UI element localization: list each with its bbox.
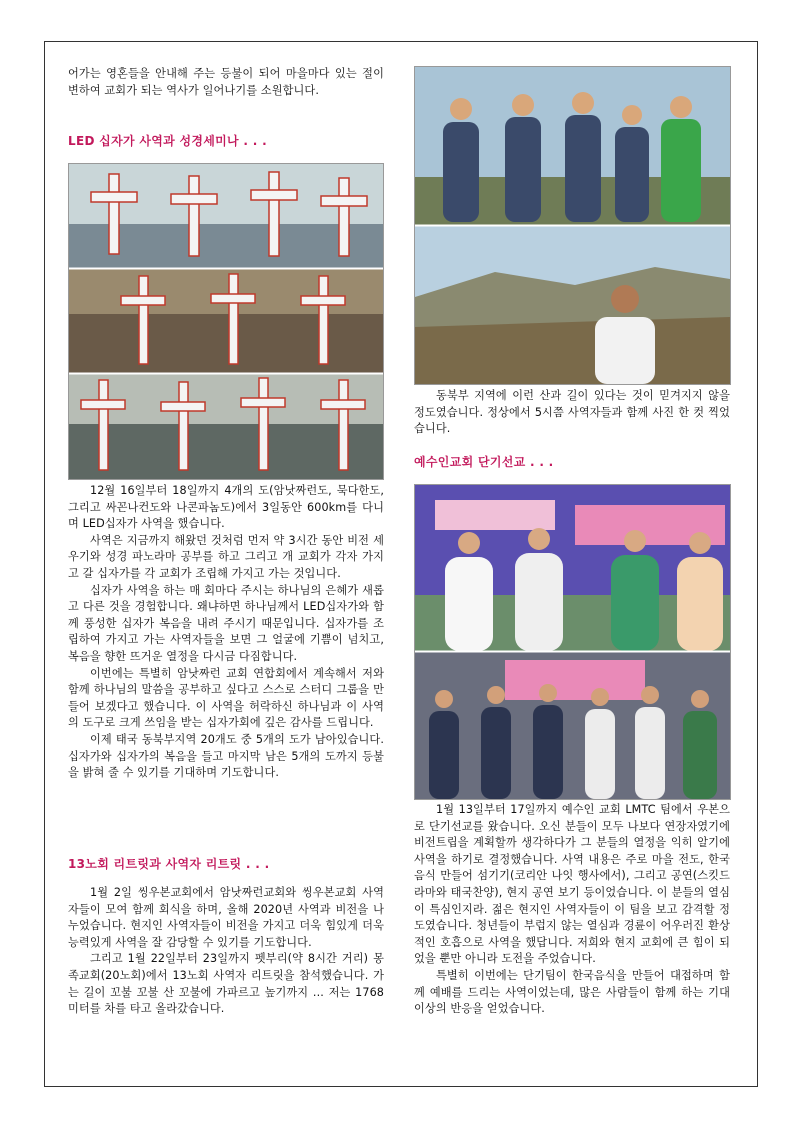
- section1-paragraph-2: 사역은 지금까지 해왔던 것처럼 먼저 약 3시간 동안 비전 세우기와 성경 파노라마 공부를 하고 그리고 개 교회가 각자 가지고 갈 십자가를 각 교회가 조립해 가지고 가는 것입니다.: [68, 533, 384, 580]
- section2-paragraph-1: 1월 2일 씽우본교회에서 암낫짜런교회와 씽우본교회 사역자들이 모여 함께 회식을 하며, 올해 2020년 사역과 비전을 나누었습니다. 현지인 사역자들이 비전을 가지고 더욱 힘있게 더욱 능력있게 사역을 잘 감당할 수 있기를 기도합니다.: [68, 886, 384, 949]
- mountain-photos: [415, 67, 730, 384]
- section1-paragraph-5: 이제 태국 동북부지역 20개도 중 5개의 도가 남아있습니다. 십자가와 십자가의 복음을 들고 마지막 남은 5개의 도까지 등불을 밝혀 줄 수 있기를 기대하며 기도합니다.: [68, 732, 384, 780]
- mountain-photo-pair: [414, 66, 731, 385]
- section1-paragraph-3: 십자가 사역을 하는 매 회마다 주시는 하나님의 은혜가 새롭고 다른 것을 경험합니다. 왜냐하면 하나님께서 LED십자가와 함께 풍성한 십자가 복음을 내려 주시기 때문입니다. 십자가를 조립하여 가지고 가는 사역자들을 보면 그 얼굴에 기쁨이 넘치고, 복음을 향한 뜨거운 열정을 다시금 다짐합니다.: [68, 583, 384, 663]
- section1-paragraph-4: 이번에는 특별히 암낫짜런 교회 연합회에서 계속해서 저와 함께 하나님의 말씀을 공부하고 싶다고 스스로 스터디 그룹을 만들어 보겠다고 했습니다. 이 사역을 허락하신 하나님과 이 사역의 도구로 크게 쓰임을 받는 십자가회에 깊은 감사를 드립니다.: [68, 666, 384, 730]
- section3-paragraph-1: 1월 13일부터 17일까지 예수인 교회 LMTC 팀에서 우본으로 단기선교를 왔습니다. 오신 분들이 모두 나보다 연장자였기에 비전트립을 계획할까 생각하다가 그 분들의 열정을 익히 알기에 사역을 하기로 결정했습니다. 사역 내용은 주로 마을 전도, 한국 음식 만들어 섬기기(코리안 나잇 행사에서), 그리고 공연(스킷드라마와 태국찬양), 현지 공연 보기 등이었습니다. 이 분들의 열심이 특심인지라. 젊은 현지인 사역자들이 이 팀을 보고 감격할 정도였습니다. 청년들이 부럽지 않는 열심과 경륜이 어우러진 환상적인 호흡으로 사역을 했답니다. 저희와 현지 교회에 큰 힘이 되었을 뿐만 아니라 도전을 주었습니다.: [414, 803, 730, 966]
- photo-caption-block: [414, 388, 730, 438]
- section3-text: [414, 802, 730, 1018]
- section3-paragraph-2: 특별히 이번에는 단기팀이 한국음식을 만들어 대접하며 함께 예배를 드리는 사역이었는데, 많은 사람들이 함께 하는 기대 이상의 반응을 얻었습니다.: [414, 968, 730, 1016]
- intro-text-block: [68, 66, 384, 99]
- section-heading-short-term-mission: 예수인교회 단기선교 . . .: [414, 455, 554, 469]
- section1-paragraph-1: 12월 16일부터 18일까지 4개의 도(암낫짜런도, 묵다한도, 그리고 싸꼰나컨도와 나콘파놈도)에서 3일동안 600km를 다니며 LED십자가 사역을 했습니다.: [68, 484, 384, 531]
- section2-text: [68, 885, 384, 1018]
- section-heading-led-cross: LED 십자가 사역과 성경세미나 . . .: [68, 134, 267, 148]
- led-cross-photo-collage: [68, 163, 384, 480]
- section-heading-retreat: 13노회 리트릿과 사역자 리트릿 . . .: [68, 857, 270, 871]
- mission-team-photos: [415, 485, 730, 799]
- intro-paragraph: 어가는 영혼들을 안내해 주는 등불이 되어 마을마다 있는 절이 변하여 교회가 되는 역사가 일어나기를 소원합니다.: [68, 67, 384, 97]
- mountain-photo-caption: 동북부 지역에 이런 산과 길이 있다는 것이 믿겨지지 않을 정도였습니다. 정상에서 5시쯤 사역자들과 함께 사진 한 컷 찍었습니다.: [414, 389, 730, 436]
- section1-text: [68, 483, 384, 782]
- led-cross-photos: [69, 164, 383, 479]
- section2-paragraph-2: 그리고 1월 22일부터 23일까지 펫부리(약 8시간 거리) 몽족교회(20노회)에서 13노회 사역자 리트릿을 참석했습니다. 가는 길이 꼬불 꼬불 산 꼬불에 가파르고 높기까지 ... 저는 1768미터를 차를 타고 올라갔습니다.: [68, 952, 384, 1016]
- mission-team-photo-pair: [414, 484, 731, 800]
